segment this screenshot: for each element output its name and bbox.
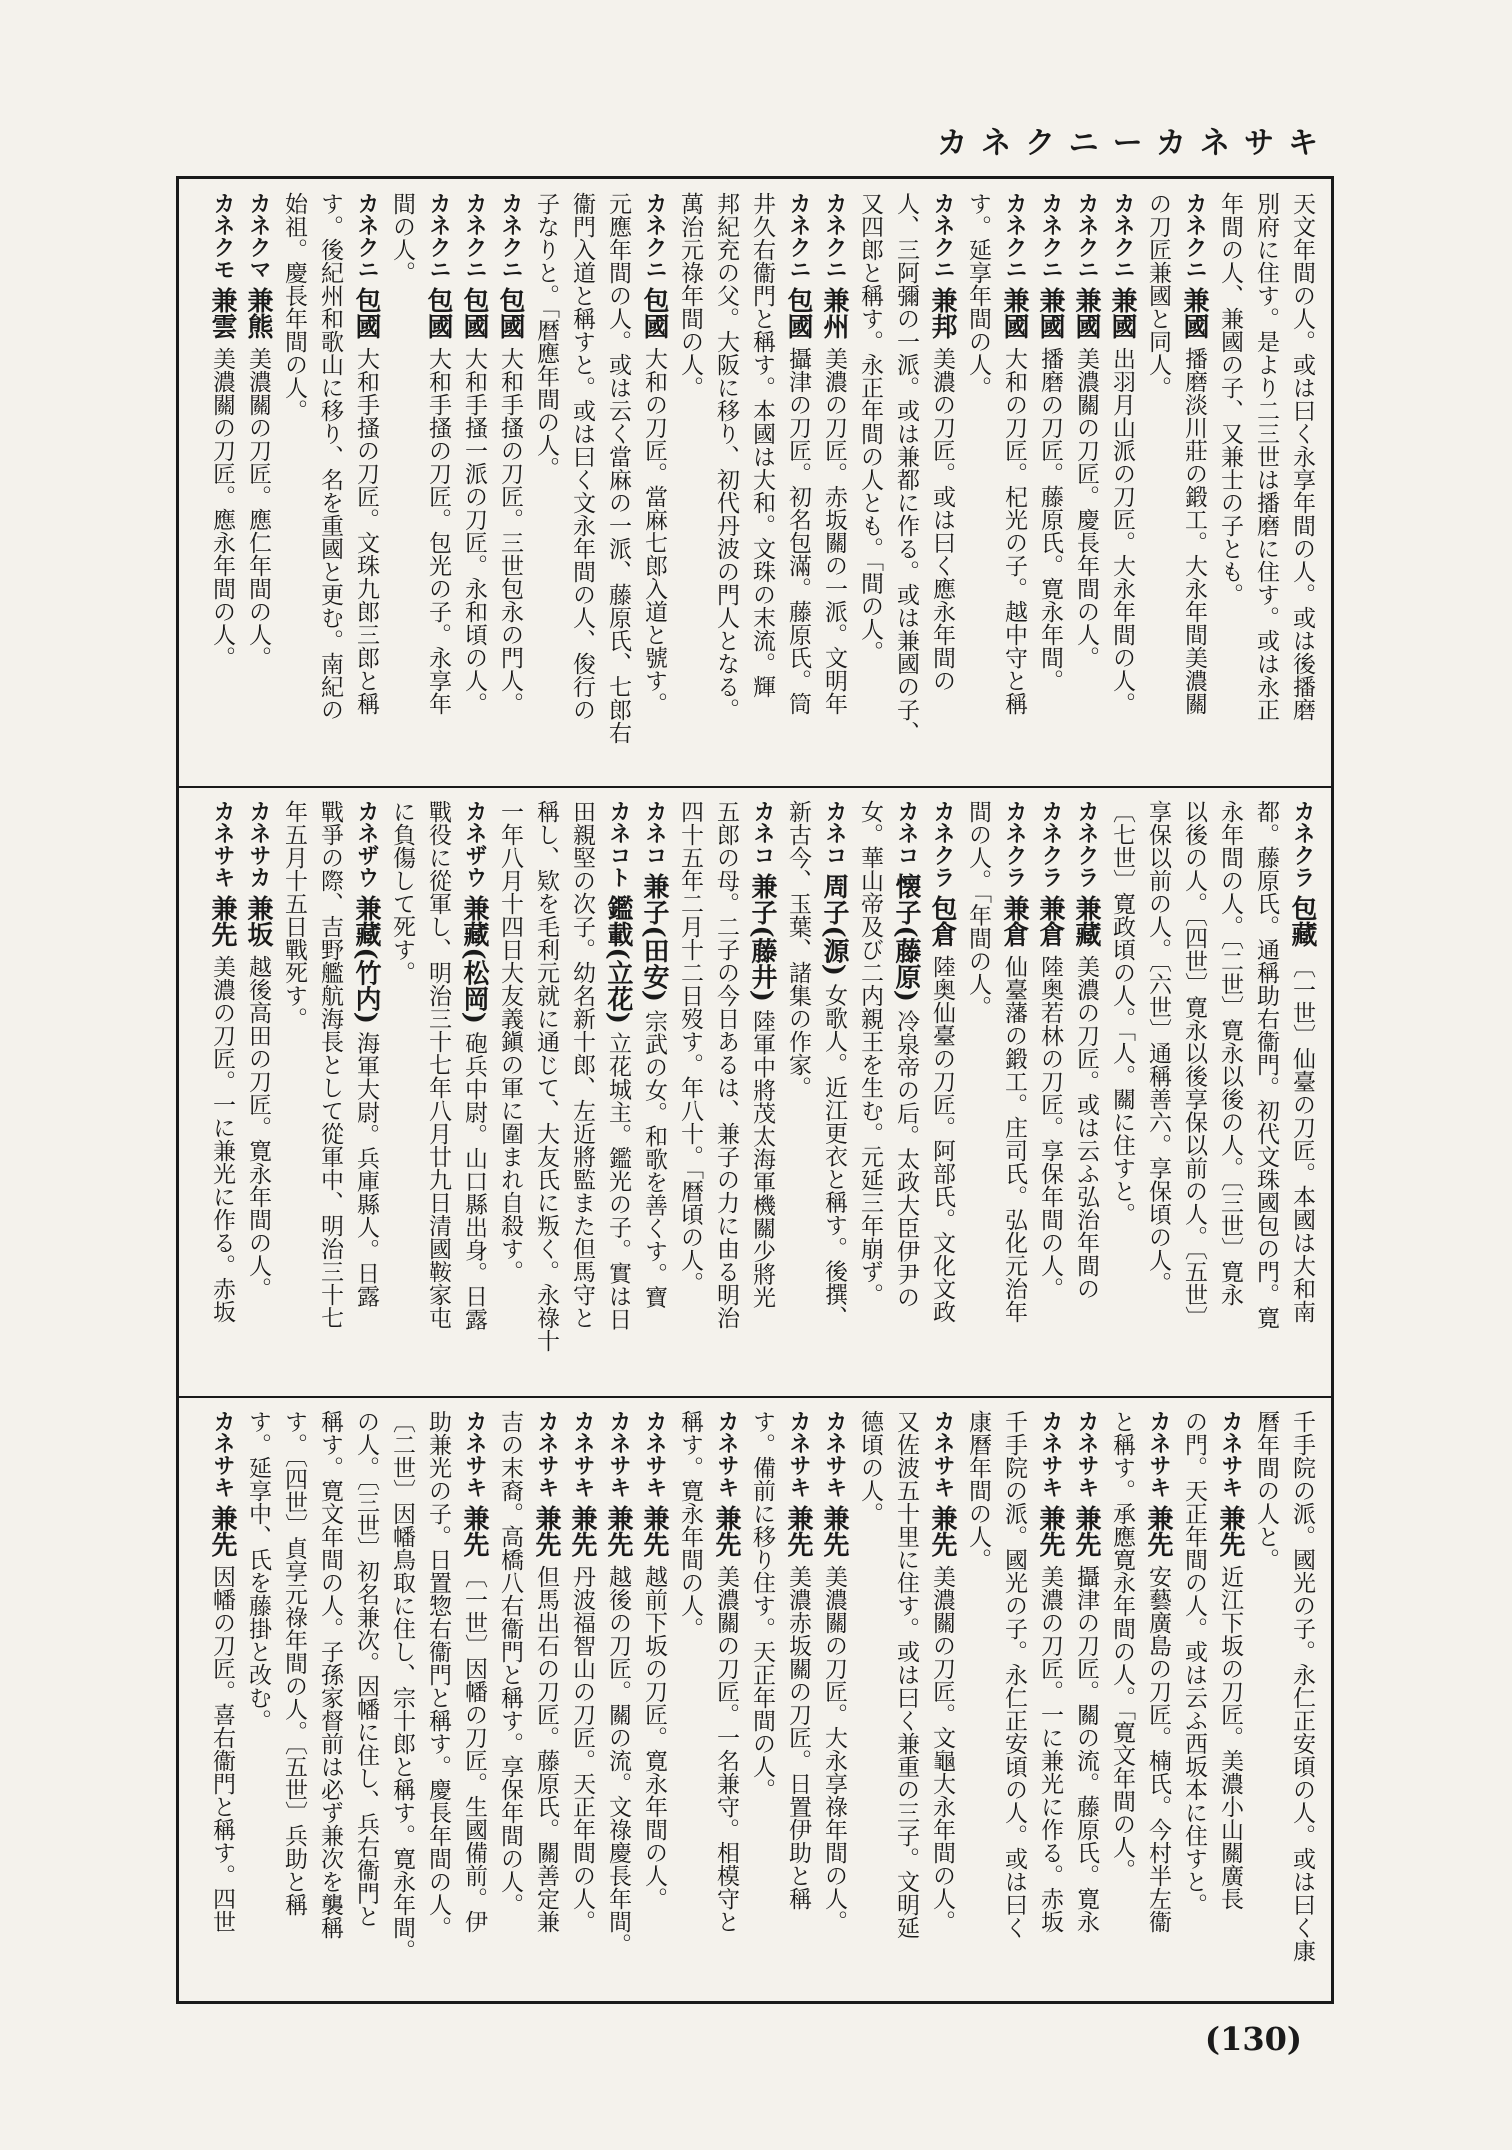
headword-reading: カネコ [750,800,775,866]
headword-kanji: 兼先 [207,1505,237,1558]
headword-reading: カネザウ [354,800,379,888]
entry-text: 邦紀充の父。大阪に移り、初代丹波の門人となる。 [713,192,739,721]
headword-kanji: 兼先 [783,1505,813,1558]
headword-kanji: 兼國 [1107,287,1137,340]
entry-column [1032,192,1068,772]
entry-text: と稱す。承應寛永年間の人。「寛文年間の人。 [1109,1410,1135,1882]
headword-kanji: 兼國 [999,287,1029,340]
headword-kanji: 兼先 [1071,1505,1101,1558]
entry-column [1140,192,1176,772]
entry-column [456,192,492,772]
headword-kanji: 兼倉 [1035,895,1065,948]
headword-kanji: 包國 [351,287,381,340]
headword-kanji: 包國 [459,287,489,340]
entry-column [924,800,960,1382]
entry-column [384,1410,420,1990]
entry-text: 別府に住す。是より二三世は播磨に住す。或は永正 [1253,192,1279,721]
entry-column [204,800,240,1382]
headword-reading: カネサカ [246,800,271,888]
entry-text: 助兼光の子。日置惣右衞門と稱す。慶長年間の人。 [425,1410,451,1939]
entry-column [636,192,672,772]
entry-column [528,1410,564,1990]
headword-reading: カネサキ [534,1410,559,1498]
entry-text: 但馬出石の刀匠。藤原氏。關善定兼 [533,1564,559,1933]
entry-column [780,800,816,1382]
headword-kanji: 兼藏 [1071,895,1101,948]
entry-column [600,192,636,772]
headword-reading: カネサキ [1146,1410,1171,1498]
entry-text: 宗武の女。和歌を善くす。寶 [641,1009,667,1309]
dictionary-band-top [190,192,1320,772]
headword-reading: カネクニ [426,192,451,280]
entry-text: 越後高田の刀匠。寛永年間の人。 [245,954,271,1300]
entry-text: 美濃の刀匠。赤坂關の一派。文明年 [821,346,847,715]
entry-text: 〔二世〕因幡鳥取に住し、宗十郎と稱す。寛永年間。 [389,1410,415,1962]
entry-text: 千手院の派。國光の子。永仁正安頃の人。或は曰く康 [1289,1410,1315,1962]
entry-column [600,1410,636,1990]
entry-text: 以後の人。〔四世〕寛永以後享保以前の人。〔五世〕 [1181,800,1207,1329]
band-divider-1 [176,786,1334,788]
headword-reading: カネサキ [462,1410,487,1498]
entry-text: 陸軍中將茂太海軍機關少將光 [749,1009,775,1309]
entry-text: 大和の刀匠。杞光の子。越中守と稱 [1001,346,1027,715]
entry-column [492,800,528,1382]
entry-text: 砲兵中尉。山口縣出身。日露 [461,1031,487,1331]
entry-text: 美濃關の刀匠。大永享祿年間の人。 [821,1564,847,1933]
entry-column [204,192,240,772]
headword-reading: カネコ [822,800,847,866]
entry-text: 大和手搔の刀匠。包光の子。永享年 [425,346,451,715]
entry-text: 德頃の人。 [857,1410,883,1525]
headword-kanji: 包國 [783,287,813,340]
entry-column [672,1410,708,1990]
entry-column [888,800,924,1382]
headword-kanji: 兼先 [603,1505,633,1558]
entry-text: 美濃赤坂關の刀匠。日置伊助と稱 [785,1564,811,1910]
entry-column [1068,1410,1104,1990]
headword-reading: カネクマ [246,192,271,280]
entry-text: 因幡の刀匠。喜右衞門と稱す。四世 [209,1564,235,1933]
entry-column [744,800,780,1382]
entry-text: 陸奥仙臺の刀匠。阿部氏。文化文政 [929,954,955,1323]
entry-text: 美濃關の刀匠。應永年間の人。 [209,346,235,669]
entry-column [672,800,708,1382]
entry-column [1104,800,1140,1382]
headword-reading: カネサキ [1074,1410,1099,1498]
entry-text: 大和手搔の刀匠。三世包永の門人。 [497,346,523,715]
headword-reading: カネクニ [930,192,955,280]
entry-column [240,800,276,1382]
entry-column [528,192,564,772]
entry-text: 年間の人、兼國の子、又兼士の子とも。 [1217,192,1243,606]
entry-column [204,1410,240,1990]
entry-text: 仙臺藩の鍛工。庄司氏。弘化元治年 [1001,954,1027,1323]
entry-text: 〔一世〕因幡の刀匠。生國備前。伊 [461,1564,487,1933]
entry-text: 間の人。 [389,192,415,284]
entry-column [960,1410,996,1990]
entry-column [348,192,384,772]
entry-text: に負傷して死す。 [389,800,415,984]
headword-kanji: 包國 [639,287,669,340]
entry-column [1176,192,1212,772]
headword-kanji: 兼國 [1179,287,1209,340]
entry-text: 天文年間の人。或は曰く永享年間の人。或は後播磨 [1289,192,1315,721]
headword-kanji: 包倉 [927,895,957,948]
entry-column [1176,800,1212,1382]
entry-column [1212,1410,1248,1990]
headword-reading: カネサキ [714,1410,739,1498]
entry-column [1068,192,1104,772]
headword-kanji: 兼先 [1215,1505,1245,1558]
entry-text: 大和手搔の刀匠。文珠九郎三郎と稱 [353,346,379,715]
headword-kanji: 鑑載(立花) [603,895,633,1024]
headword-kanji: 包國 [495,287,525,340]
headword-reading: カネサキ [210,800,235,888]
entry-column [276,192,312,772]
entry-text: 女。華山帝及び二内親王を生む。元延三年崩ず。 [857,800,883,1306]
entry-column [1140,1410,1176,1990]
headword-kanji: 兼州 [819,287,849,340]
entry-text: す。備前に移り住す。天正年間の人。 [749,1410,775,1801]
entry-text: 又佐波五十里に住す。或は曰く兼重の三子。文明延 [893,1410,919,1939]
entry-text: 播磨淡川莊の鍛工。大永年間美濃關 [1181,346,1207,715]
entry-text: 美濃關の刀匠。慶長年間の人。 [1073,346,1099,669]
entry-text: 攝津の刀匠。初名包滿。藤原氏。筒 [785,346,811,715]
entry-column [1032,1410,1068,1990]
entry-text: す。〔四世〕貞享元祿年間の人。〔五世〕兵助と稱 [281,1410,307,1916]
entry-column [240,192,276,772]
entry-column [384,800,420,1382]
headword-reading: カネクニ [822,192,847,280]
headword-kanji: 兼藏(竹内) [351,895,381,1024]
entry-text: 丹波福智山の刀匠。天正年間の人。 [569,1564,595,1933]
headword-reading: カネサキ [606,1410,631,1498]
headword-kanji: 兼先 [531,1505,561,1558]
entry-text: 冷泉帝の后。太政大臣伊尹の [893,1009,919,1309]
entry-column [420,1410,456,1990]
entry-column [708,1410,744,1990]
entry-column [744,1410,780,1990]
entry-text: 人、三阿彌の一派。或は兼都に作る。或は兼國の子、 [893,192,919,744]
entry-column [1140,800,1176,1382]
entry-column [636,800,672,1382]
headword-reading: カネクニ [1110,192,1135,280]
headword-reading: カネクニ [354,192,379,280]
entry-column [888,1410,924,1990]
dictionary-band-middle [190,800,1320,1382]
entry-column [924,192,960,772]
entry-text: 美濃の刀匠。或は云ふ弘治年間の [1073,954,1099,1300]
entry-text: 美濃關の刀匠。一名兼守。相模守と [713,1564,739,1933]
entry-column [528,800,564,1382]
headword-kanji: 兼先 [819,1505,849,1558]
headword-reading: カネクラ [1038,800,1063,888]
entry-text: 稱す。寛永年間の人。 [677,1410,703,1640]
headword-kanji: 兼先 [639,1505,669,1558]
headword-reading: カネクニ [1074,192,1099,280]
entry-text: 播磨の刀匠。藤原氏。寛永年間。 [1037,346,1063,692]
headword-kanji: 兼坂 [243,895,273,948]
headword-kanji: 兼熊 [243,287,273,340]
entry-column [276,1410,312,1990]
headword-reading: カネサキ [930,1410,955,1498]
entry-text: 大和の刀匠。當麻七郎入道と號す。 [641,346,667,715]
entry-column [744,192,780,772]
headword-reading: カネクラ [930,800,955,888]
entry-text: 大和手搔一派の刀匠。永和頃の人。 [461,346,487,715]
entry-text: 攝津の刀匠。關の流。藤原氏。寛永 [1073,1564,1099,1933]
entry-column [312,1410,348,1990]
entry-column [384,192,420,772]
entry-text: 戰爭の際、吉野艦航海長として從軍中、明治三十七 [317,800,343,1329]
entry-text: 美濃の刀匠。一に兼光に作る。赤坂 [209,954,235,1323]
headword-kanji: 包國 [423,287,453,340]
page-number: (130) [1204,2020,1302,2058]
entry-column [1068,800,1104,1382]
headword-reading: カネサキ [570,1410,595,1498]
entry-column [960,800,996,1382]
entry-column [456,1410,492,1990]
entry-text: 元應年間の人。或は云く當麻の一派、藤原氏、七郎右 [605,192,631,744]
entry-text: 出羽月山派の刀匠。大永年間の人。 [1109,346,1135,715]
headword-kanji: 兼國 [1035,287,1065,340]
entry-column [348,1410,384,1990]
entry-column [600,800,636,1382]
headword-reading: カネコト [606,800,631,888]
entry-text: 美濃關の刀匠。應仁年間の人。 [245,346,271,669]
entry-text: す。延享中、氏を藤掛と改む。 [245,1410,271,1732]
entry-text: 間の人。「年間の人。 [965,800,991,1019]
headword-kanji: 兼邦 [927,287,957,340]
entry-text: 美濃の刀匠。或は曰く應永年間の [929,346,955,692]
headword-reading: カネクニ [642,192,667,280]
headword-reading: カネクモ [210,192,235,280]
headword-reading: カネサキ [786,1410,811,1498]
entry-column [780,1410,816,1990]
headword-kanji: 兼雲 [207,287,237,340]
headword-reading: カネサキ [1038,1410,1063,1498]
headword-reading: カネクニ [1002,192,1027,280]
headword-kanji: 兼先 [207,895,237,948]
entry-text: 始祖。慶長年間の人。 [281,192,307,422]
entry-column [816,192,852,772]
entry-column [564,1410,600,1990]
headword-kanji: 懐子(藤原) [891,873,921,1002]
entry-text: 近江下坂の刀匠。美濃小山關廣長 [1217,1564,1243,1910]
entry-text: 越前下坂の刀匠。寛永年間の人。 [641,1564,667,1910]
entry-column [888,192,924,772]
headword-reading: カネコ [642,800,667,866]
headword-kanji: 兼先 [567,1505,597,1558]
headword-reading: カネクニ [498,192,523,280]
entry-text: 女歌人。近江更衣と稱す。後撰、 [821,983,847,1329]
entry-column [852,800,888,1382]
entry-column [1104,192,1140,772]
entry-text: 萬治元祿年間の人。 [677,192,703,399]
entry-column [852,192,888,772]
entry-text: 海軍大尉。兵庫縣人。日露 [353,1031,379,1308]
headword-kanji: 包藏 [1287,895,1317,948]
entry-column [816,800,852,1382]
entry-text: 井久右衞門と稱す。本國は大和。文珠の末流。輝 [749,192,775,698]
entry-text: 新古今、玉葉、諸集の作家。 [785,800,811,1099]
headword-kanji: 兼先 [927,1505,957,1558]
entry-column [996,192,1032,772]
entry-text: 子なりと。「暦應年間の人。 [533,192,559,480]
entry-column [1284,192,1320,772]
headword-reading: カネクニ [1038,192,1063,280]
entry-column [276,800,312,1382]
entry-text: 永年間の人。〔二世〕寛永以後の人。〔三世〕寛永 [1217,800,1243,1306]
entry-column [312,800,348,1382]
entry-column [564,800,600,1382]
headword-kanji: 周子(源) [819,873,849,976]
entry-text: す。延享年間の人。 [965,192,991,399]
entry-column [816,1410,852,1990]
entry-column [456,800,492,1382]
entry-column [636,1410,672,1990]
entry-column [1032,800,1068,1382]
headword-reading: カネクラ [1074,800,1099,888]
entry-column [348,800,384,1382]
headword-reading: カネクラ [1290,800,1315,888]
entry-column [420,800,456,1382]
entry-text: の人。〔三世〕初名兼次。因幡に住し、兵右衞門と [353,1410,379,1928]
entry-column [924,1410,960,1990]
entry-text: 戰役に從軍し、明治三十七年八月廿九日清國鞍家屯 [425,800,451,1329]
entry-column [1284,800,1320,1382]
entry-text: 陸奥若林の刀匠。享保年間の人。 [1037,954,1063,1300]
headword-kanji: 兼國 [1071,287,1101,340]
entry-text: 美濃關の刀匠。文龜大永年間の人。 [929,1564,955,1933]
headword-kanji: 兼倉 [999,895,1029,948]
headword-kanji: 兼先 [711,1505,741,1558]
entry-column [420,192,456,772]
entry-column [996,800,1032,1382]
entry-text: 稱し、欵を毛利元就に通じて、大友氏に叛く。永祿十 [533,800,559,1352]
entry-text: 康曆年間の人。 [965,1410,991,1571]
entry-text: 又四郎と稱す。永正年間の人とも。「間の人。 [857,192,883,664]
headword-reading: カネサキ [1218,1410,1243,1498]
entry-text: 一年八月十四日大友義鎭の軍に圍まれ自殺す。 [497,800,523,1283]
headword-reading: カネクニ [1182,192,1207,280]
entry-text: 稱す。寛文年間の人。子孫家督前は必ず兼次を襲稱 [317,1410,343,1939]
entry-column [672,192,708,772]
entry-text: 曆年間の人と。 [1253,1410,1279,1571]
entry-text: 五郎の母。二子の今日あるは、兼子の力に由る明治 [713,800,739,1329]
headword-reading: カネサキ [642,1410,667,1498]
entry-column [240,1410,276,1990]
headword-kanji: 兼先 [1143,1505,1173,1558]
entry-text: 安藝廣島の刀匠。楠氏。今村半左衞 [1145,1564,1171,1933]
entry-column [1176,1410,1212,1990]
entry-text: 越後の刀匠。關の流。文祿慶長年間。 [605,1564,631,1956]
headword-kanji: 兼子(田安) [639,873,669,1002]
entry-column [996,1410,1032,1990]
entry-text: 〔七世〕寛政頃の人。「人。關に住すと。 [1109,800,1135,1226]
entry-column [1212,192,1248,772]
entry-column [1212,800,1248,1382]
entry-column [492,1410,528,1990]
entry-text: 衞門入道と稱すと。或は曰く文永年間の人、俊行の [569,192,595,721]
entry-text: 美濃の刀匠。一に兼光に作る。赤坂 [1037,1564,1063,1933]
running-head: カネクニーカネサキ [937,126,1332,161]
headword-reading: カネクラ [1002,800,1027,888]
entry-text: す。後紀州和歌山に移り、名を重國と更む。南紀の [317,192,343,721]
entry-column [492,192,528,772]
entry-column [312,192,348,772]
headword-kanji: 兼藏(松岡) [459,895,489,1024]
entry-text: 享保以前の人。〔六世〕通稱善六。享保頃の人。 [1145,800,1171,1295]
entry-text: 千手院の派。國光の子。永仁正安頃の人。或は曰く [1001,1410,1027,1939]
entry-text: 田親堅の次子。幼名新十郎、左近將監また但馬守と [569,800,595,1329]
entry-column [708,192,744,772]
entry-column [1248,1410,1284,1990]
entry-text: 〔一世〕仙臺の刀匠。本國は大和南 [1289,954,1315,1323]
entry-text: 立花城主。鑑光の子。實は日 [605,1031,631,1331]
entry-text: 吉の末裔。高橋八右衞門と稱す。享保年間の人。 [497,1410,523,1916]
dictionary-band-bottom [190,1410,1320,1990]
entry-column [1248,192,1284,772]
entry-text: の刀匠兼國と同人。 [1145,192,1171,399]
headword-reading: カネザウ [462,800,487,888]
headword-reading: カネサキ [822,1410,847,1498]
headword-kanji: 兼先 [459,1505,489,1558]
headword-reading: カネコ [894,800,919,866]
entry-text: の門。天正年間の人。或は云ふ西坂本に住すと。 [1181,1410,1207,1916]
entry-column [1248,800,1284,1382]
entry-column [708,800,744,1382]
headword-reading: カネクニ [786,192,811,280]
entry-column [1104,1410,1140,1990]
entry-column [960,192,996,772]
headword-kanji: 兼子(藤井) [747,873,777,1002]
entry-column [852,1410,888,1990]
entry-text: 四十五年二月十二日歿す。年八十。「暦頃の人。 [677,800,703,1295]
entry-text: 都。藤原氏。通稱助右衞門。初代文珠國包の門。寛 [1253,800,1279,1329]
entry-column [564,192,600,772]
headword-kanji: 兼先 [1035,1505,1065,1558]
entry-column [1284,1410,1320,1990]
band-divider-2 [176,1396,1334,1398]
entry-column [780,192,816,772]
headword-reading: カネクニ [462,192,487,280]
headword-reading: カネサキ [210,1410,235,1498]
entry-text: 年五月十五日戰死す。 [281,800,307,1030]
